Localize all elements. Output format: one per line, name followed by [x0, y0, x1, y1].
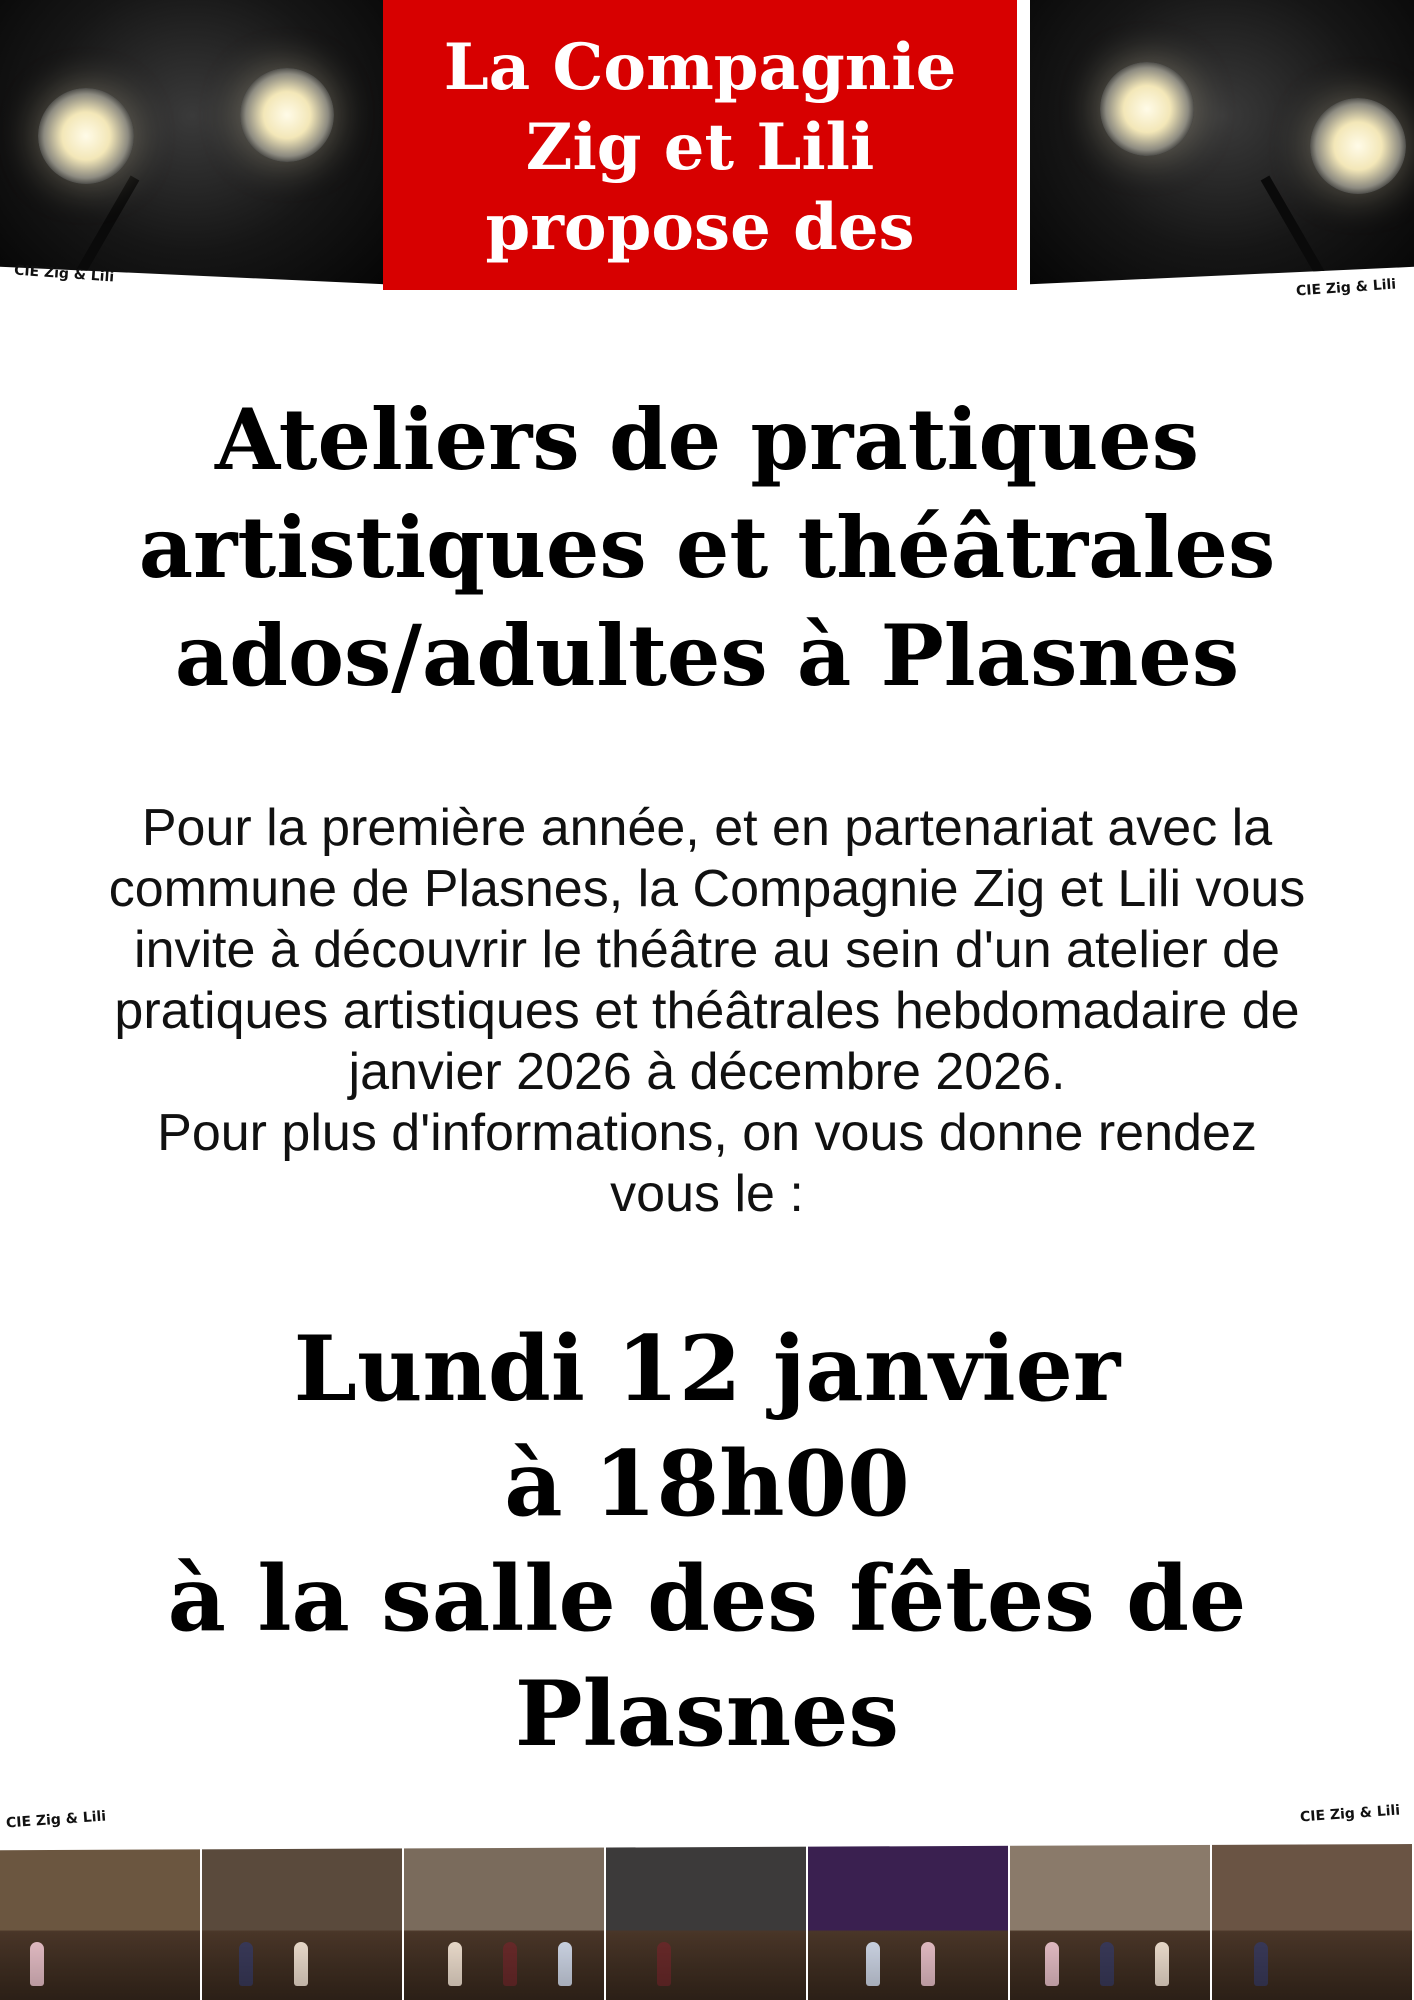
body-line: pratiques artistiques et théâtrales hebdomadaire de — [114, 982, 1300, 1040]
strip-photo — [1212, 1844, 1414, 2000]
event-venue: à la salle des fêtes de — [167, 1546, 1247, 1652]
strip-photo — [1010, 1844, 1212, 2000]
main-title — [0, 386, 1414, 710]
event-details — [0, 1312, 1414, 1772]
body-line: invite à découvrir le théâtre au sein d'un atelier de — [134, 921, 1280, 979]
person-figure — [1100, 1942, 1114, 1986]
body-line: Pour la première année, et en partenariat avec la — [141, 799, 1273, 857]
person-figure — [294, 1942, 308, 1986]
body-line: commune de Plasnes, la Compagnie Zig et Lili vous — [108, 860, 1306, 918]
title-line: Ateliers de pratiques — [214, 390, 1200, 489]
person-figure — [921, 1942, 935, 1986]
person-figure — [866, 1942, 880, 1986]
person-figure — [558, 1942, 572, 1986]
header-banner — [383, 0, 1017, 290]
strip-photo — [0, 1844, 202, 2000]
description-paragraph — [0, 798, 1414, 1225]
banner-line: propose des — [485, 190, 915, 265]
banner-line: La Compagnie — [443, 30, 957, 105]
strip-photo — [404, 1844, 606, 2000]
person-figure — [30, 1942, 44, 1986]
person-figure — [1155, 1942, 1169, 1986]
spotlight-icon — [1100, 62, 1194, 156]
strip-photo — [808, 1844, 1010, 2000]
event-town: Plasnes — [514, 1661, 900, 1767]
header-photo-left — [0, 0, 384, 290]
person-figure — [239, 1942, 253, 1986]
photo-strip — [0, 1844, 1414, 2000]
person-figure — [1254, 1942, 1268, 1986]
body-line: vous le : — [610, 1165, 804, 1223]
banner-line: Zig et Lili — [525, 110, 875, 185]
spotlight-icon — [240, 68, 334, 162]
title-line: artistiques et théâtrales — [138, 498, 1276, 597]
watermark: CIE Zig & Lili — [13, 262, 115, 286]
person-figure — [1045, 1942, 1059, 1986]
spotlight-icon — [38, 88, 134, 184]
body-line: janvier 2026 à décembre 2026. — [348, 1043, 1066, 1101]
event-time: à 18h00 — [504, 1431, 910, 1537]
header-photo-right — [1030, 0, 1414, 290]
person-figure — [448, 1942, 462, 1986]
watermark: CIE Zig & Lili — [1299, 1802, 1401, 1826]
event-date: Lundi 12 janvier — [293, 1316, 1121, 1422]
strip-photo — [202, 1844, 404, 2000]
person-figure — [503, 1942, 517, 1986]
watermark: CIE Zig & Lili — [1295, 276, 1397, 300]
stand — [1261, 176, 1330, 285]
watermark: CIE Zig & Lili — [5, 1808, 107, 1832]
title-line: ados/adultes à Plasnes — [174, 606, 1240, 705]
strip-photo — [606, 1844, 808, 2000]
spotlight-icon — [1310, 98, 1406, 194]
body-line: Pour plus d'informations, on vous donne rendez — [157, 1104, 1257, 1162]
person-figure — [657, 1942, 671, 1986]
